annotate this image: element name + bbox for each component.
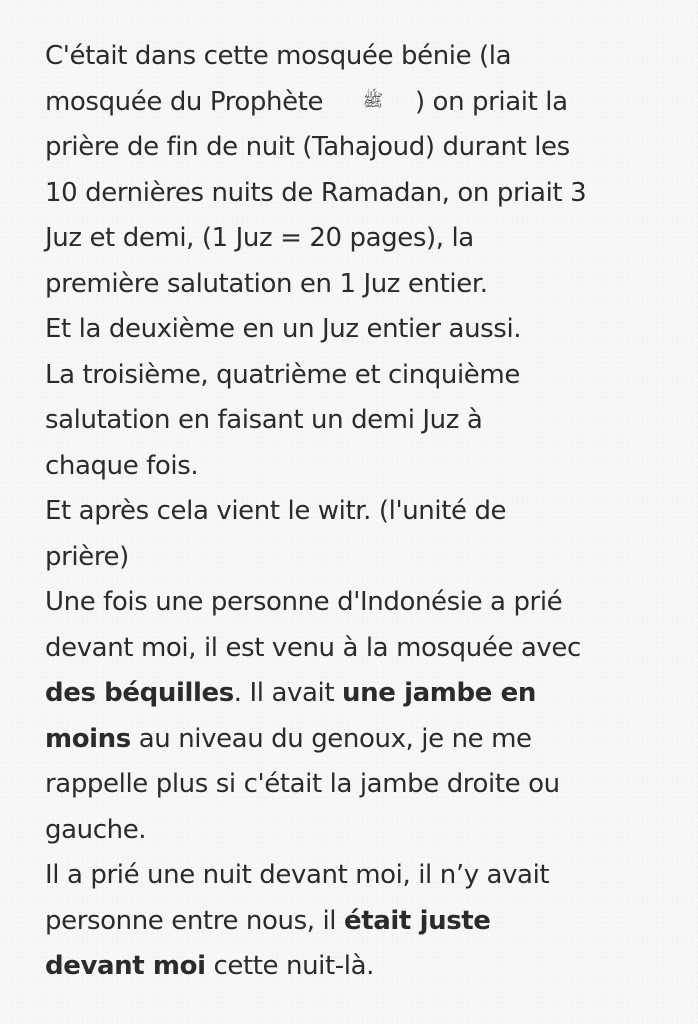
- text-line: [45, 944, 665, 990]
- text-line: [45, 80, 665, 126]
- text-segment: personne entre nous, il: [45, 905, 344, 936]
- text-line: gauche.: [45, 814, 147, 845]
- text-line: prière): [45, 541, 129, 572]
- text-segment: au niveau du genoux, je ne me: [130, 723, 532, 754]
- bold-text: devant moi: [45, 951, 206, 981]
- text-line: Une fois une personne d'Indonésie a prié: [45, 587, 563, 617]
- salawat-symbol: ﷺ: [362, 90, 384, 111]
- text-line: Et après cela vient le witr. (l'unité de: [45, 496, 507, 526]
- text-line: 10 dernières nuits de Ramadan, on priait 3: [45, 177, 587, 208]
- text-line: [45, 899, 665, 945]
- text-line: [45, 671, 665, 717]
- bold-text: des béquilles: [45, 678, 234, 708]
- text-segment: . Il avait: [233, 678, 343, 708]
- text-line: Juz et demi, (1 Juz = 20 pages), la: [45, 223, 474, 253]
- text-line: C'était dans cette mosquée bénie (la: [45, 41, 512, 71]
- text-segment: ) on priait la: [414, 86, 568, 117]
- text-line: La troisième, quatrième et cinquième: [45, 359, 520, 390]
- text-line: Il a prié une nuit devant moi, il n’y avait: [45, 860, 550, 890]
- bold-text: une jambe en: [342, 678, 536, 708]
- text-line: première salutation en 1 Juz entier.: [45, 268, 488, 299]
- text-line: Et la deuxième en un Juz entier aussi.: [45, 314, 522, 344]
- note-body[interactable]: [45, 34, 665, 990]
- text-segment: cette nuit-là.: [205, 951, 374, 981]
- text-line: [45, 717, 665, 763]
- text-line: chaque fois.: [45, 450, 199, 481]
- text-line: prière de fin de nuit (Tahajoud) durant les: [45, 132, 570, 162]
- text-line: rappelle plus si c'était la jambe droite ou: [45, 769, 560, 799]
- text-segment: mosquée du Prophète: [45, 86, 331, 117]
- bold-text: était juste: [343, 905, 491, 936]
- text-line: salutation en faisant un demi Juz à: [45, 405, 483, 435]
- bold-text: moins: [45, 723, 131, 754]
- text-line: devant moi, il est venu à la mosquée avec: [45, 632, 581, 663]
